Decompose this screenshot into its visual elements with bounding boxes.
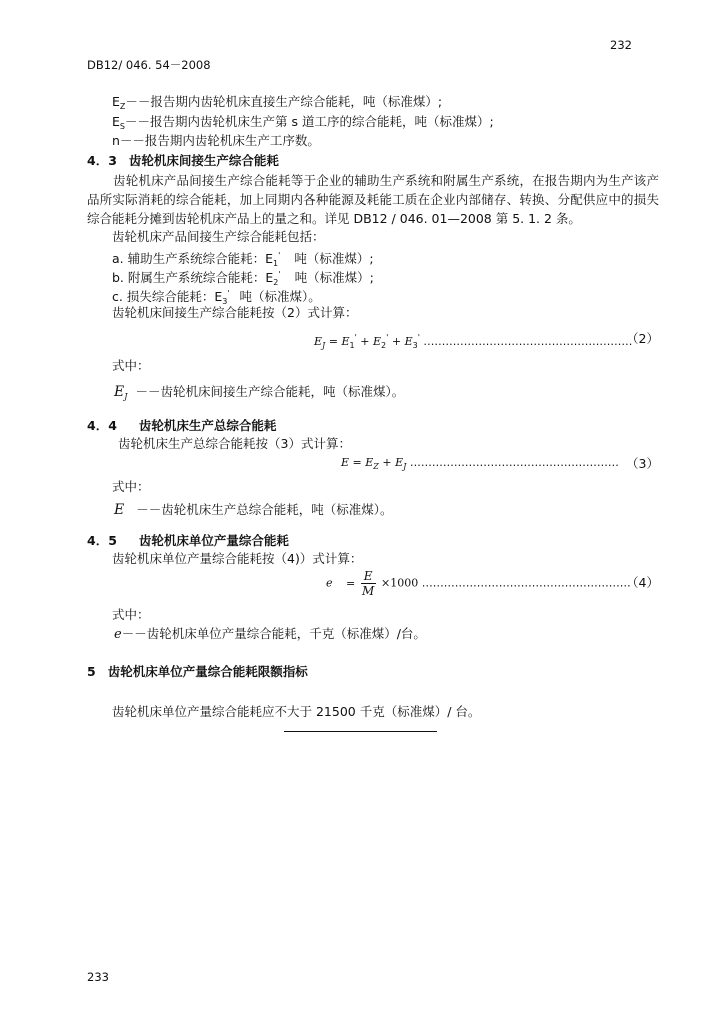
- equation-2-number: （2）: [626, 331, 659, 346]
- symbol-e: E: [112, 94, 120, 109]
- formula-3-intro: 齿轮机床生产总综合能耗按（3）式计算：: [118, 436, 351, 451]
- equals-sign: =: [346, 576, 356, 590]
- def-e-unit-text: －－齿轮机床单位产量综合能耗，千克（标准煤）/台。: [121, 626, 426, 641]
- symbol-e: E: [114, 502, 125, 518]
- standard-code: DB12/ 046. 54－2008: [87, 58, 211, 72]
- page-number-top: 232: [610, 38, 632, 52]
- def-es-text: －－报告期内齿轮机床生产第 s 道工序的综合能耗，吨（标准煤）;: [124, 114, 494, 129]
- where-label: 式中：: [112, 479, 150, 494]
- section-title: 齿轮机床生产总综合能耗: [138, 418, 277, 433]
- symbol-e: E: [112, 114, 120, 129]
- symbol-e: E: [214, 289, 223, 304]
- symbol-sub-z: Z: [119, 102, 126, 111]
- symbol-sub-j: J: [322, 341, 326, 350]
- unit-text: 吨（标准煤）。: [239, 289, 321, 304]
- symbol-sub-j: J: [403, 462, 407, 471]
- def-n: n－－报告期内齿轮机床生产工序数。: [112, 133, 320, 148]
- def-ej: [114, 384, 404, 405]
- unit-text: 吨（标准煤）;: [294, 251, 374, 266]
- section-title: 齿轮机床单位产量综合能耗限额指标: [107, 664, 308, 679]
- symbol-e-lower: e: [114, 627, 122, 642]
- symbol-e: E: [341, 456, 350, 469]
- section-number: 4．5: [87, 533, 117, 548]
- section-number: 5: [87, 664, 96, 679]
- symbol-sub-1: 1: [273, 259, 279, 268]
- plus-sign: +: [382, 456, 392, 469]
- symbol-e: E: [114, 384, 125, 400]
- symbol-e: E: [341, 335, 350, 348]
- symbol-e: E: [404, 335, 413, 348]
- section-4-5-heading: [87, 533, 289, 549]
- where-label: 式中：: [112, 607, 150, 622]
- fraction-denominator: M: [361, 584, 375, 598]
- symbol-e: E: [365, 456, 374, 469]
- symbol-prime: ': [227, 289, 230, 298]
- times-1000: ×1000: [381, 576, 419, 590]
- section-5-paragraph: 齿轮机床单位产量综合能耗应不大于 21500 千克（标准煤）/ 台。: [112, 704, 481, 719]
- section-number: 4．3: [87, 153, 117, 168]
- def-e-unit: [114, 626, 426, 643]
- section-4-3-paragraph: 齿轮机床产品间接生产综合能耗等于企业的辅助生产系统和附属生产系统，在报告期内为生产该产品所实际消耗的综合能耗，加上同期内各种能源及耗能工质在企业内部储存、转换、分配供应中的损失综合能耗分摊到齿轮机床产品上的量之和。详见 DB12 / 046. 01—2008 第 5. 1. 2 条。: [87, 173, 659, 226]
- fraction-e-over-m: [361, 569, 376, 598]
- item-b-text: b. 附属生产系统综合能耗：: [112, 270, 266, 285]
- equation-3: [341, 455, 619, 475]
- symbol-e-lower: e: [326, 576, 333, 590]
- symbol-e: E: [373, 335, 382, 348]
- section-title: 齿轮机床间接生产综合能耗: [128, 153, 279, 168]
- symbol-sub-s: S: [119, 122, 125, 131]
- formula-2-intro: 齿轮机床间接生产综合能耗按（2）式计算：: [112, 305, 358, 320]
- formula-4-intro: 齿轮机床单位产量综合能耗按（4)）式计算：: [112, 551, 363, 566]
- def-ej-text: －－齿轮机床间接生产综合能耗，吨（标准煤）。: [135, 384, 405, 399]
- item-c-text: c. 损失综合能耗：: [112, 289, 215, 304]
- section-title: 齿轮机床单位产量综合能耗: [138, 533, 289, 548]
- where-label: 式中：: [112, 358, 150, 373]
- plus-sign: +: [391, 335, 402, 348]
- symbol-e: E: [265, 270, 274, 285]
- symbol-sub-3: 3: [412, 341, 418, 350]
- symbol-sub-2: 2: [381, 341, 387, 350]
- def-ez-text: －－报告期内齿轮机床直接生产综合能耗，吨（标准煤）;: [125, 94, 443, 109]
- symbol-prime: ': [417, 333, 420, 342]
- equals-sign: =: [352, 456, 362, 469]
- equals-sign: =: [328, 335, 338, 348]
- includes-line: 齿轮机床产品间接生产综合能耗包括：: [112, 229, 325, 244]
- section-4-3-heading: [87, 153, 279, 169]
- symbol-prime: ': [278, 251, 281, 260]
- symbol-sub-2: 2: [273, 278, 279, 287]
- end-rule: [284, 731, 437, 732]
- section-number: 4．4: [87, 418, 117, 433]
- symbol-sub-3: 3: [222, 297, 228, 306]
- fraction-numerator: E: [361, 569, 376, 584]
- leader-dots: …………………………………………………: [409, 456, 619, 469]
- leader-dots: …………………………………………………: [421, 576, 631, 590]
- symbol-prime: ': [386, 333, 389, 342]
- symbol-prime: ': [278, 270, 281, 279]
- symbol-e: E: [314, 335, 323, 348]
- symbol-sub-z: Z: [373, 462, 379, 471]
- symbol-prime: ': [354, 333, 357, 342]
- symbol-sub-1: 1: [349, 341, 355, 350]
- symbol-e: E: [265, 251, 274, 266]
- equation-4-number: （4）: [626, 575, 659, 590]
- equation-2: [314, 330, 632, 354]
- plus-sign: +: [360, 335, 370, 348]
- section-4-4-heading: [87, 418, 276, 434]
- leader-dots: …………………………………………………: [423, 335, 633, 348]
- page-number-bottom: 233: [87, 970, 109, 984]
- def-ez: [112, 94, 442, 115]
- symbol-e: E: [395, 456, 404, 469]
- def-e-total-text: －－齿轮机床生产总综合能耗，吨（标准煤）。: [136, 502, 393, 517]
- def-es: [112, 114, 494, 135]
- def-e-total: [114, 502, 393, 518]
- symbol-sub-j: J: [124, 392, 128, 401]
- unit-text: 吨（标准煤）;: [294, 270, 374, 285]
- section-5-heading: [87, 664, 308, 680]
- equation-4: [326, 569, 631, 598]
- item-a-text: a. 辅助生产系统综合能耗：: [112, 251, 266, 266]
- equation-3-number: （3）: [626, 456, 659, 471]
